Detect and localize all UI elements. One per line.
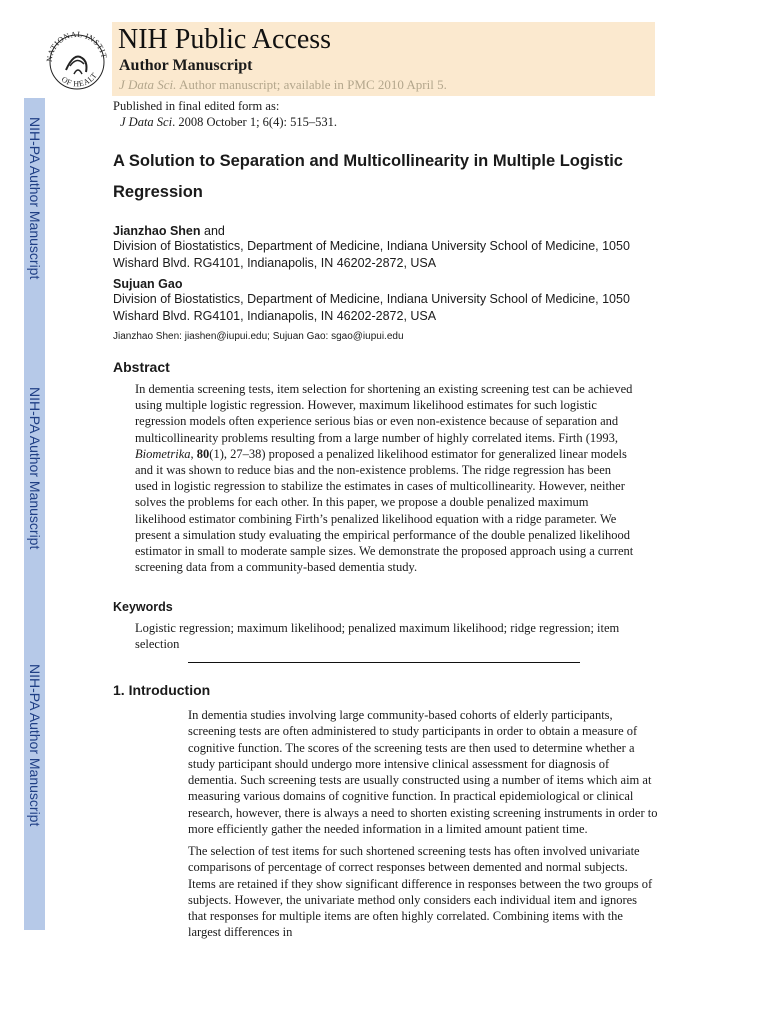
availability-note: Author manuscript; available in PMC 2010 April 5. [176, 77, 447, 92]
author-affiliation: Division of Biostatistics, Department of Medicine, Indiana University School of Medicine, 1050 Wishard Blvd. RG4101, Indianapolis, IN 46202-2872, USA [113, 292, 630, 323]
abstract-text [135, 381, 635, 575]
introduction-heading: 1. Introduction [113, 682, 211, 698]
logo-text-bottom: OF HEALT [59, 70, 100, 89]
abstract-part: (1), 27–38) proposed a penalized likelihood estimator for generalized linear models and it was shown to reduce bias and the non-existence problems. The ridge regression has been used in logistic regression to stabilize the estimates in cases of multicollinearity. However, neither solves the problems for each other. In this paper, we propose a double penalized maximum likelihood estimator combining Firth’s penalized likelihood equation with a ridge parameter. We present a simulation study evaluating the empirical performance of the double penalized likelihood estimator in small to moderate sample sizes. We demonstrate the proposed approach using a current screening data from a community-based dementia study. [135, 446, 634, 575]
author-name-text: Jianzhao Shen [113, 224, 201, 238]
logo-text-top: NATIONAL INSTIT [44, 29, 109, 63]
abstract-journal: Biometrika [135, 446, 191, 461]
journal-abbrev: J Data Sci. [119, 77, 177, 92]
author-emails: Jianzhao Shen: jiashen@iupui.edu; Sujuan Gao: sgao@iupui.edu [113, 331, 404, 342]
author-conjunction: and [200, 224, 225, 238]
introduction-paragraph: The selection of test items for such shortened screening tests has often involved univariate comparisons of percentage of correct responses between demented and normal subjects. Items are retained if they show significant difference in responses between the two groups of subjects. However, the univariate method only considers each individual item and ignores that responses for multiple items are often highly correlated. Combining items with the largest differences in [188, 844, 653, 940]
publication-citation [120, 114, 337, 130]
author-name [113, 276, 182, 292]
nih-seal-icon [44, 22, 110, 96]
citation-journal: J Data Sci [120, 115, 173, 129]
author-name-text: Sujuan Gao [113, 277, 183, 291]
author-affiliation: Division of Biostatistics, Department of Medicine, Indiana University School of Medicine, 1050 Wishard Blvd. RG4101, Indianapolis, IN 46202-2872, USA [113, 239, 630, 270]
site-title: NIH Public Access [118, 24, 332, 55]
manuscript-label: Author Manuscript [119, 57, 253, 74]
keywords-text: Logistic regression; maximum likelihood; penalized maximum likelihood; ridge regression; item selection [135, 621, 620, 652]
nih-logo [44, 22, 110, 96]
sidebar-label: NIH-PA Author Manuscript [27, 386, 43, 550]
nih-pa-sidebar [24, 98, 45, 930]
abstract-part: In dementia screening tests, item selection for shortening an existing screening test can be achieved using multiple logistic regression. However, maximum likelihood estimates for such logistic regression models often experience serious bias or even non-existence because of separation and multicollinearity problems resulting from a large number of highly correlated items. Firth (1993, [135, 382, 633, 445]
abstract-heading: Abstract [113, 359, 170, 375]
abstract-sep: , [190, 446, 197, 461]
keywords-heading: Keywords [113, 600, 173, 614]
section-divider [188, 662, 580, 663]
introduction-paragraph: In dementia studies involving large community-based cohorts of elderly participants, screening tests are often administered to study participants in order to obtain a measure of cognitive function. The scores of the screening tests are then used to determine whether a study participant should undergo more intensive clinical assessment for diagnosis of dementia. Such screening tests are usually constructed using a number of items which aim at measuring various domains of cognitive function. In practical epidemiological or clinical research, however, there is always a need to shorten existing screening instruments in order to more efficiently gather the needed information in a limited amount patient time. [188, 708, 658, 837]
publication-label: Published in final edited form as: [113, 99, 280, 113]
sidebar-label: NIH-PA Author Manuscript [27, 116, 43, 280]
abstract-volume: 80 [196, 446, 210, 461]
manuscript-note [119, 77, 447, 93]
citation-details: . 2008 October 1; 6(4): 515–531. [172, 115, 337, 129]
article-title: A Solution to Separation and Multicollinearity in Multiple Logistic Regression [113, 152, 623, 201]
author-name [113, 223, 225, 239]
sidebar-label: NIH-PA Author Manuscript [27, 663, 43, 827]
